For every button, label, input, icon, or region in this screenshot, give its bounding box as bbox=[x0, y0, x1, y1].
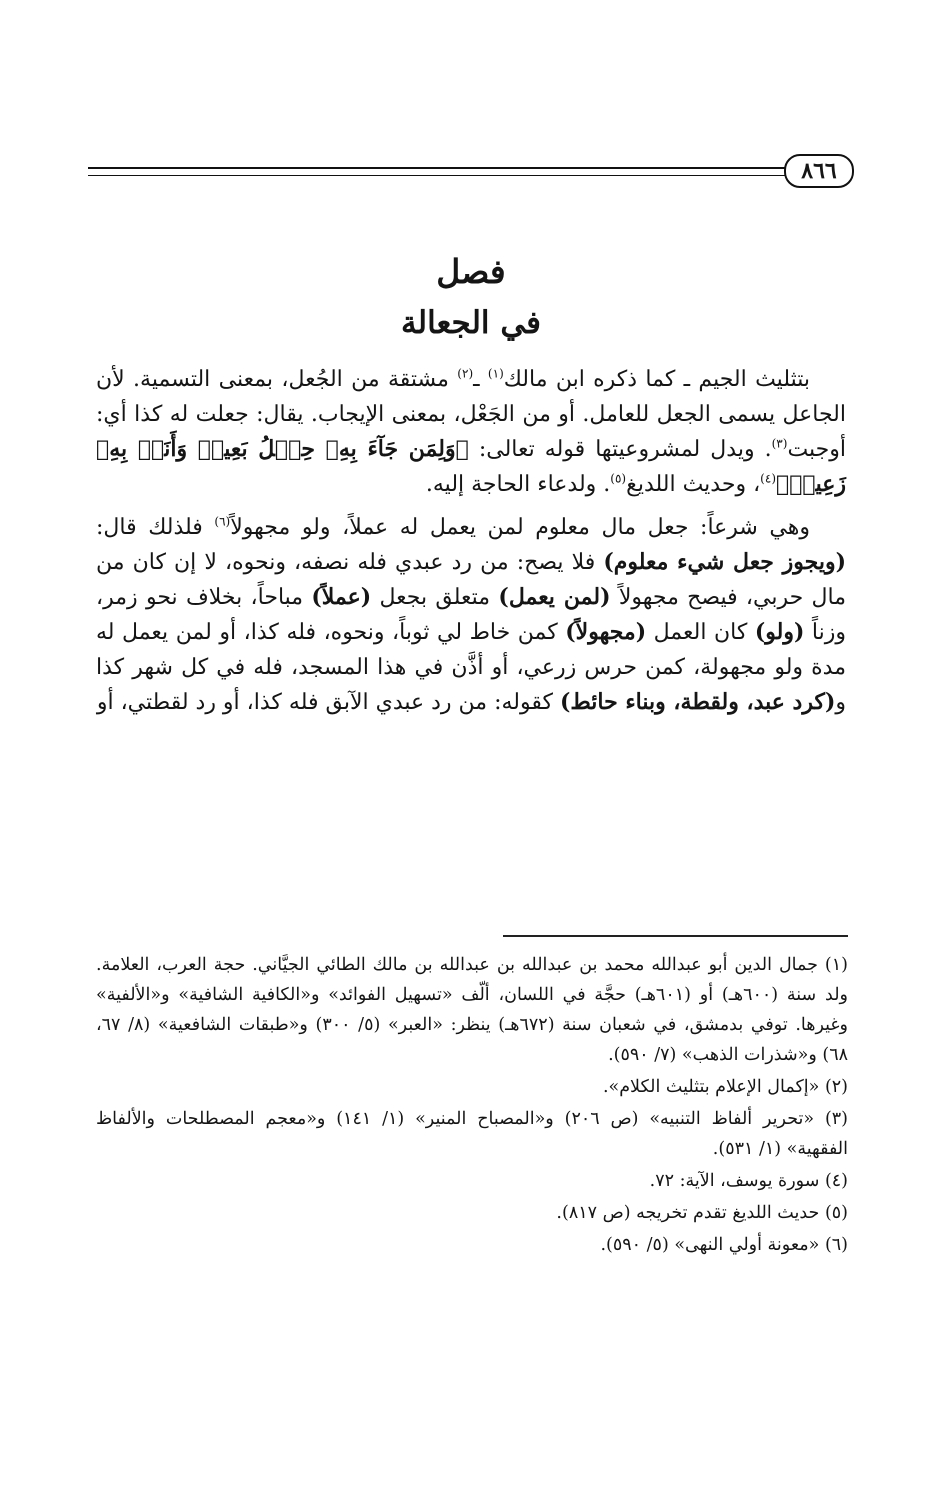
text-run: متعلق بجعل bbox=[371, 585, 499, 610]
footnote-separator bbox=[503, 935, 848, 937]
footnote-ref-2[interactable]: (٢) bbox=[457, 366, 474, 381]
matn-quote: (لمن يعمل) bbox=[498, 584, 611, 610]
footnote-ref-6[interactable]: (٦) bbox=[214, 514, 231, 529]
text-run: كمن خاط لي ثوباً، ونحوه، فله كذا، أو لمن يعمل له مدة ولو مجهولة، كمن حرس زرعي، أو أذَّن في هذا المسجد، فله في كل شهر كذا و bbox=[96, 620, 846, 715]
text-run: ، وحديث اللديغ bbox=[626, 472, 761, 497]
footnote-2 bbox=[96, 1072, 848, 1102]
text-run: ـ bbox=[473, 367, 488, 392]
footnote-5 bbox=[96, 1198, 848, 1228]
paragraph-definition bbox=[96, 362, 846, 502]
footnote-number: (١) bbox=[824, 955, 848, 975]
section-subtitle: في الجعالة bbox=[401, 305, 541, 341]
text-run: . ولدعاء الحاجة إليه. bbox=[425, 472, 611, 497]
footnote-ref-5[interactable]: (٥) bbox=[610, 471, 627, 486]
footnote-text: حديث اللديغ تقدم تخريجه (ص ٨١٧). bbox=[556, 1203, 820, 1223]
footnotes bbox=[96, 950, 848, 1262]
footnote-1 bbox=[96, 950, 848, 1070]
matn-quote: (ولو) bbox=[754, 619, 805, 645]
footnote-text: «إكمال الإعلام بتثليث الكلام». bbox=[602, 1077, 820, 1097]
footnote-number: (٢) bbox=[824, 1077, 848, 1097]
section-title: فصل bbox=[436, 252, 506, 291]
footnote-text: «معونة أولي النهى» (٥/ ٥٩٠). bbox=[600, 1235, 820, 1255]
matn-quote: (ويجوز جعل شيء معلوم) bbox=[603, 549, 846, 575]
text-run: . ويدل لمشروعيتها قوله تعالى: bbox=[468, 437, 772, 462]
matn-quote: (كرد عبد، ولقطة، وبناء حائط) bbox=[559, 689, 836, 715]
text-run: كان العمل bbox=[646, 620, 755, 645]
body-text bbox=[96, 362, 846, 720]
paragraph-legal-definition bbox=[96, 510, 846, 720]
text-run: بتثليث الجيم ـ كما ذكره ابن مالك bbox=[503, 367, 810, 392]
text-run: مباحاً، بخلاف نحو زمر، وزناً bbox=[96, 585, 847, 645]
footnote-ref-4[interactable]: (٤) bbox=[760, 471, 776, 486]
text-run: كقوله: من رد عبدي الآبق فله كذا، أو رد لقطتي، أو bbox=[96, 690, 560, 715]
footnote-ref-3[interactable]: (٣) bbox=[771, 436, 788, 451]
footnote-4 bbox=[96, 1166, 848, 1196]
page-number: ٨٦٦ bbox=[784, 154, 854, 188]
footnote-text: «تحرير ألفاظ التنبيه» (ص ٢٠٦) و«المصباح المنير» (١/ ١٤١) و«معجم المصطلحات والألفاظ الفقهية» (١/ ٥٣١). bbox=[96, 1109, 848, 1159]
footnote-number: (٥) bbox=[824, 1203, 848, 1223]
footnote-ref-1[interactable]: (١) bbox=[487, 366, 504, 381]
matn-quote: (مجهولاً) bbox=[565, 619, 647, 645]
text-run: مشتقة من الجُعل، بمعنى التسمية. لأن الجاعل يسمى الجعل للعامل. أو من الجَعْل، بمعنى الإيجاب. يقال: جعلت له كذا أي: أوجبت bbox=[96, 367, 847, 462]
footnote-6 bbox=[96, 1230, 848, 1260]
text-run: فلا يصح: من رد عبدي فله نصفه، ونحوه، لا إن كان من مال حربي، فيصح مجهولاً bbox=[96, 550, 847, 610]
footnote-number: (٤) bbox=[824, 1171, 848, 1191]
footnote-text: جمال الدين أبو عبدالله محمد بن عبدالله بن عبدالله بن مالك الطائي الجيَّاني. حجة العرب، العلامة. ولد سنة (٦٠٠هـ) أو (٦٠١هـ) حجَّة في اللسان، ألّف «تسهيل الفوائد» و«الكافية الشافية» و«الألفية» وغيرها. توفي بدمشق، في شعبان سنة (٦٧٢هـ) ينظر: «العبر» (٥/ ٣٠٠) و«طبقات الشافعية» (٨/ ٦٧، ٦٨) و«شذرات الذهب» (٧/ ٥٩٠). bbox=[96, 955, 849, 1065]
footnote-text: سورة يوسف، الآية: ٧٢. bbox=[649, 1171, 820, 1191]
footnote-number: (٦) bbox=[824, 1235, 848, 1255]
footnote-3 bbox=[96, 1104, 848, 1164]
text-run: فلذلك قال: bbox=[96, 515, 215, 540]
matn-quote: (عملاً) bbox=[311, 584, 372, 610]
page-header bbox=[88, 150, 854, 190]
footnote-number: (٣) bbox=[824, 1109, 848, 1129]
quran-verse: ﴿وَلِمَن جَآءَ بِهِۦ حِمۡلُ بَعِيرٖ وَأَنَا۠ بِهِۦ زَعِيمٞ﴾ bbox=[96, 436, 846, 497]
text-run: وهي شرعاً: جعل مال معلوم لمن يعمل له عملاً، ولو مجهولاً bbox=[230, 515, 810, 540]
header-rule bbox=[88, 167, 792, 176]
